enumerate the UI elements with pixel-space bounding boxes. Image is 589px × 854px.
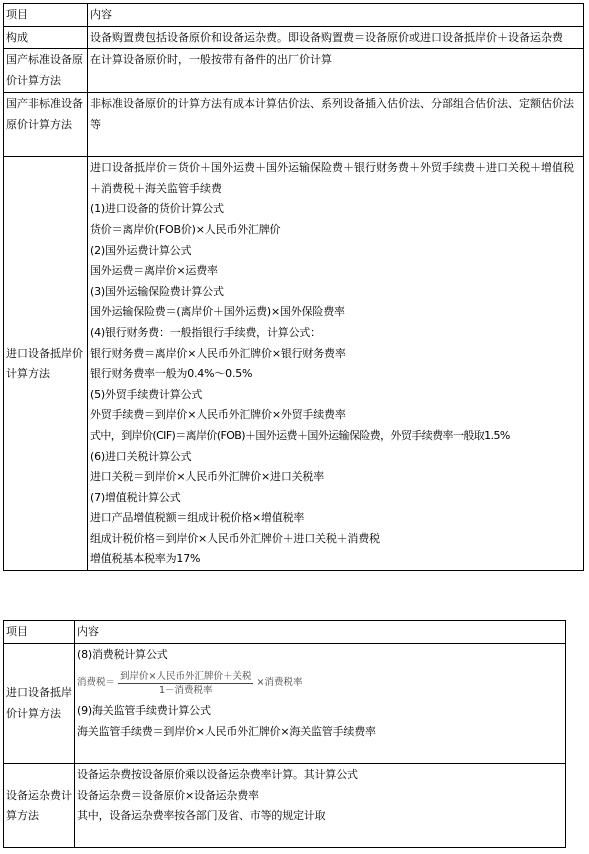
content-line: (3)国外运输保险费计算公式 <box>90 284 224 298</box>
content-line: (6)进口关税计算公式 <box>90 449 192 463</box>
table-row <box>4 93 584 157</box>
row-content <box>88 49 584 93</box>
table-row <box>4 157 584 571</box>
header-item: 项目 <box>4 4 88 27</box>
row-item: 设备运杂费计算方法 <box>4 763 75 847</box>
content-line: (2)国外运费计算公式 <box>90 243 192 257</box>
content-line: 外贸手续费＝到岸价×人民币外汇牌价×外贸手续费率 <box>90 408 346 422</box>
formula-numerator: 到岸价×人民币外汇牌价＋关税 <box>120 670 252 682</box>
content-line: (1)进口设备的货价计算公式 <box>90 202 224 216</box>
header-content: 内容 <box>88 4 584 27</box>
content-line: (7)增值税计算公式 <box>90 490 181 504</box>
row-content <box>75 643 566 763</box>
content-line: 进口产品增值税额＝组成计税价格×增值税率 <box>90 511 305 525</box>
table-header-row <box>4 4 584 27</box>
content-line: (4)银行财务费：一般指银行手续费，计算公式： <box>90 325 321 339</box>
equipment-cost-table-2 <box>3 620 566 848</box>
equipment-cost-table-1 <box>3 3 584 571</box>
content-line: 设备购置费包括设备原价和设备运杂费。即设备购置费＝设备原价或进口设备抵岸价＋设备运杂费 <box>90 30 563 44</box>
formula-rhs: ×消费税率 <box>256 676 303 688</box>
content-line: 其中，设备运杂费率按各部门及省、市等的规定计取 <box>77 809 326 823</box>
formula-denominator: 1－消费税率 <box>158 684 213 696</box>
content-line: 在计算设备原价时，一般按带有备件的出厂价计算 <box>90 53 332 67</box>
content-line: 设备运杂费按设备原价乘以设备运杂费率计算。其计算公式 <box>77 767 358 781</box>
content-line: 国外运费＝离岸价×运费率 <box>90 264 218 278</box>
table-row <box>4 763 566 847</box>
content-line: (9)海关监管手续费计算公式 <box>77 704 211 718</box>
content-line: 组成计税价格＝到岸价×人民币外汇牌价＋进口关税＋消费税 <box>90 531 380 545</box>
content-line: 非标准设备原价的计算方法有成本计算估价法、系列设备插入估价法、分部组合估价法、定额估价法等 <box>90 97 574 131</box>
table-header-row <box>4 621 566 644</box>
header-item: 项目 <box>4 621 75 644</box>
content-line: 式中，到岸价(CIF)＝离岸价(FOB)＋国外运费＋国外运输保险费，外贸手续费率一般取1.5% <box>90 428 510 442</box>
content-line: 银行财务费率一般为0.4%～0.5% <box>90 367 253 381</box>
table-row <box>4 26 584 49</box>
formula-fraction <box>118 670 253 697</box>
row-item: 进口设备抵岸价计算方法 <box>4 157 88 571</box>
content-line: 海关监管手续费＝到岸价×人民币外汇牌价×海关监管手续费率 <box>77 724 376 738</box>
row-item: 构成 <box>4 26 88 49</box>
content-line: (8)消费税计算公式 <box>77 647 168 661</box>
row-item: 进口设备抵岸价计算方法 <box>4 643 75 763</box>
row-content <box>88 26 584 49</box>
row-content <box>88 157 584 571</box>
content-line: 设备运杂费＝设备原价×设备运杂费率 <box>77 788 259 802</box>
row-content <box>75 763 566 847</box>
row-item: 国产标准设备原价计算方法 <box>4 49 88 93</box>
content-line: 货价＝离岸价(FOB价)×人民币外汇牌价 <box>90 222 281 236</box>
content-line: 进口关税＝到岸价×人民币外汇牌价×进口关税率 <box>90 470 325 484</box>
table-row <box>4 643 566 763</box>
content-line: (5)外贸手续费计算公式 <box>90 387 203 401</box>
consumption-tax-formula <box>77 665 563 701</box>
content-line: 银行财务费＝离岸价×人民币外汇牌价×银行财务费率 <box>90 346 346 360</box>
content-line: 进口设备抵岸价＝货价＋国外运费＋国外运输保险费＋银行财务费＋外贸手续费＋进口关税＋增值税＋消费税＋海关监管手续费 <box>90 161 574 195</box>
row-item: 国产非标准设备原价计算方法 <box>4 93 88 157</box>
row-content <box>88 93 584 157</box>
header-content: 内容 <box>75 621 566 644</box>
content-line: 增值税基本税率为17% <box>90 552 201 566</box>
formula-lhs: 消费税＝ <box>77 676 116 688</box>
table-row <box>4 49 584 93</box>
content-line: 国外运输保险费＝(离岸价＋国外运费)×国外保险费率 <box>90 305 345 319</box>
